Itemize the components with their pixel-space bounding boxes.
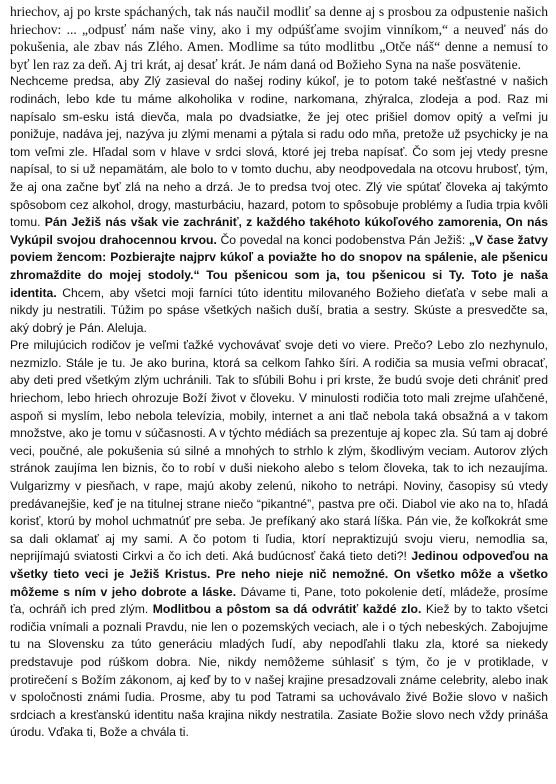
paragraph-parents-text-b: Dávame ti, Pane, toto pokolenie detí, mládeže, prosíme ťa, ochráň ich pred zlým. — [10, 584, 548, 617]
paragraph-parents-bold-a: Jedinou odpoveďou na všetky tieto veci je Ježiš Kristus. Pre neho nieje nič nemožné. On všetko môže a všetko môžeme s ním v jeho dobrote a láske. — [10, 549, 549, 599]
paragraph-weeds-text-a: Nechceme predsa, aby Zlý zasieval do našej rodiny kúkoľ, je to potom také nešťastné v našich rodinách, lebo kde tu máme alkoholika v rodine, narkomana, zhýralca, zlodeja a pod. Raz mi napísalo sm-esku istá dievča, mala po dvadsiatke, že jej otec prišiel domov opitý a veľmi ju ponižuje, nadáva jej, nazýva ju zlými menami a pýtala si radu odo mňa, pretože už psychicky je na tom veľmi zle. Hľadal som v hlave v srdci slová, ktoré jej treba napísať. Čo som jej vtedy presne napísal, to si už nepamätám, ale bolo to v tomto duchu, aby neodpovedala na otcovu hrubosť, tým, že aj ona začne byť zlá na neho a drzá. Je to predsa tvoj otec. Zlý vie spútať človeka aj takýmto spôsobom cez alkohol, drogy, masturbáciu, hazard, potom to spôsobuje problémy a ľudia trpia kvôli tomu. — [10, 74, 548, 230]
paragraph-prayer-intro-text: hriechov, aj po krste spáchaných, tak nás naučil modliť sa denne aj s prosbou za odpustenie našich hriechov: ... „odpusť nám naše viny, ako i my odpúšťame svojim vinníkom,“ a neuveď nás do pokušenia, ale zbav nás Zlého. Amen. Modlime sa túto modlitbu „Otče náš“ denne a nemusí to byť len raz za deň. Aj tri krát, aj desať krát. Je nám daná od Božieho Syna na naše posvätenie. — [10, 4, 548, 72]
paragraph-parents-text-c: Kiež by to takto všetci rodičia vnímali a poznali Pravdu, nie len o pozemských veciach, ale i o tých nebeských. Zabojujme tu na Slovensku za túto generáciu mladých ľudí, aby nepodľahli tlaku zla, ktoré sa niekedy predstavuje pod rúškom dobra. Nie, nikdy nemôžeme súhlasiť s tým, čo je v protiklade, v protirečení s Božím zákonom, aj keď by to v našej krajine presadzovali známe celebrity, alebo inak v spoločnosti známi ľudia. Prosme, aby tu pod Tatrami sa uchovávalo živé Božie slovo v našich srdciach a kresťanskú identitu naša krajina nikdy nestratila. Zasiate Božie slovo nech vždy prináša úrodu. Vďaka ti, Bože a chvála ti. — [10, 602, 549, 740]
paragraph-parents-bold-b: Modlitbou a pôstom sa dá odvrátiť každé zlo. — [152, 602, 422, 617]
paragraph-weeds-text-b: Čo povedal na konci podobenstva Pán Ježiš: — [220, 232, 466, 247]
paragraph-parents-text-a: Pre milujúcich rodičov je veľmi ťažké vychovávať svoje deti vo viere. Prečo? Lebo zlo nezhynulo, nezmizlo. Stále je tu. Je ako burina, ktorá sa celkom ľahko šíri. A rodičia sa musia veľmi obracať, aby deti pred všetkým zlým uchránili. Tak to sľúbili Bohu i pri krste, že budú svoje deti chrániť pred hriechom, lebo hriech ohrozuje Boží život v človeku. V minulosti rodičia toto mali zrejme uľahčené, aspoň si myslím, lebo nebola televízia, mobily, internet a ani tlač nebola taká obsažná a v takom množstve, ako je tomu v súčasnosti. A v týchto médiách sa prezentuje aj kopec zla. Sú tam aj dobré veci, poučné, ale pokušenia sú silné a mnohých to strhlo k zlým, škodlivým veciam. Autorov zlých stránok zaujíma len biznis, čo to robí v duši niekoho alebo s telom človeka, tak to ich nezaujíma. Vulgarizmy v piesňach, v rape, majú akoby zelenú, nikoho to netrápi. Noviny, časopisy sú vtedy predávanejšie, keď je na titulnej strane niečo “pikantné”, pastva pre oči. Diabol vie ako na to, hľadá korisť, ktorú by mohol uchmatnúť pre seba. Je prefíkaný ako stará líška. Pán vie, že koľkokrát sme sa dali oklamať aj my sami. A čo potom ti ľudia, ktorí nepraktizujú svoju vieru, nemodlia sa, neprijímajú sviatosti Cirkvi a čo ich deti. Aká budúcnosť čaká tieto deti?! — [10, 338, 548, 564]
paragraph-parents-faith — [10, 337, 548, 742]
paragraph-prayer-intro — [10, 3, 548, 73]
paragraph-weeds-bold-b: „V čase žatvy poviem žencom: Pozbierajte najprv kúkoľ a poviažte ho do snopov na spálenie, ale pšenicu zhromaždite do mojej stodoly.“ Tou pšenicou som ja, tou pšenicou si Ty. Toto je naša identita. — [10, 232, 548, 300]
paragraph-weeds-text-c: Chcem, aby všetci moji farníci túto identitu milovaného Božieho dieťaťa v sebe mali a nikdy ju nestratili. Túžim po spáse všetkých našich duší, bratia a sestry. Skúste a presvedčte sa, aký dobrý je Pán. Aleluja. — [10, 285, 548, 335]
paragraph-weeds-identity — [10, 73, 548, 337]
paragraph-weeds-bold-a: Pán Ježiš nás však vie zachrániť, z každého takéhoto kúkoľového zamorenia, On nás Vykúpil svojou drahocennou krvou. — [10, 215, 548, 247]
